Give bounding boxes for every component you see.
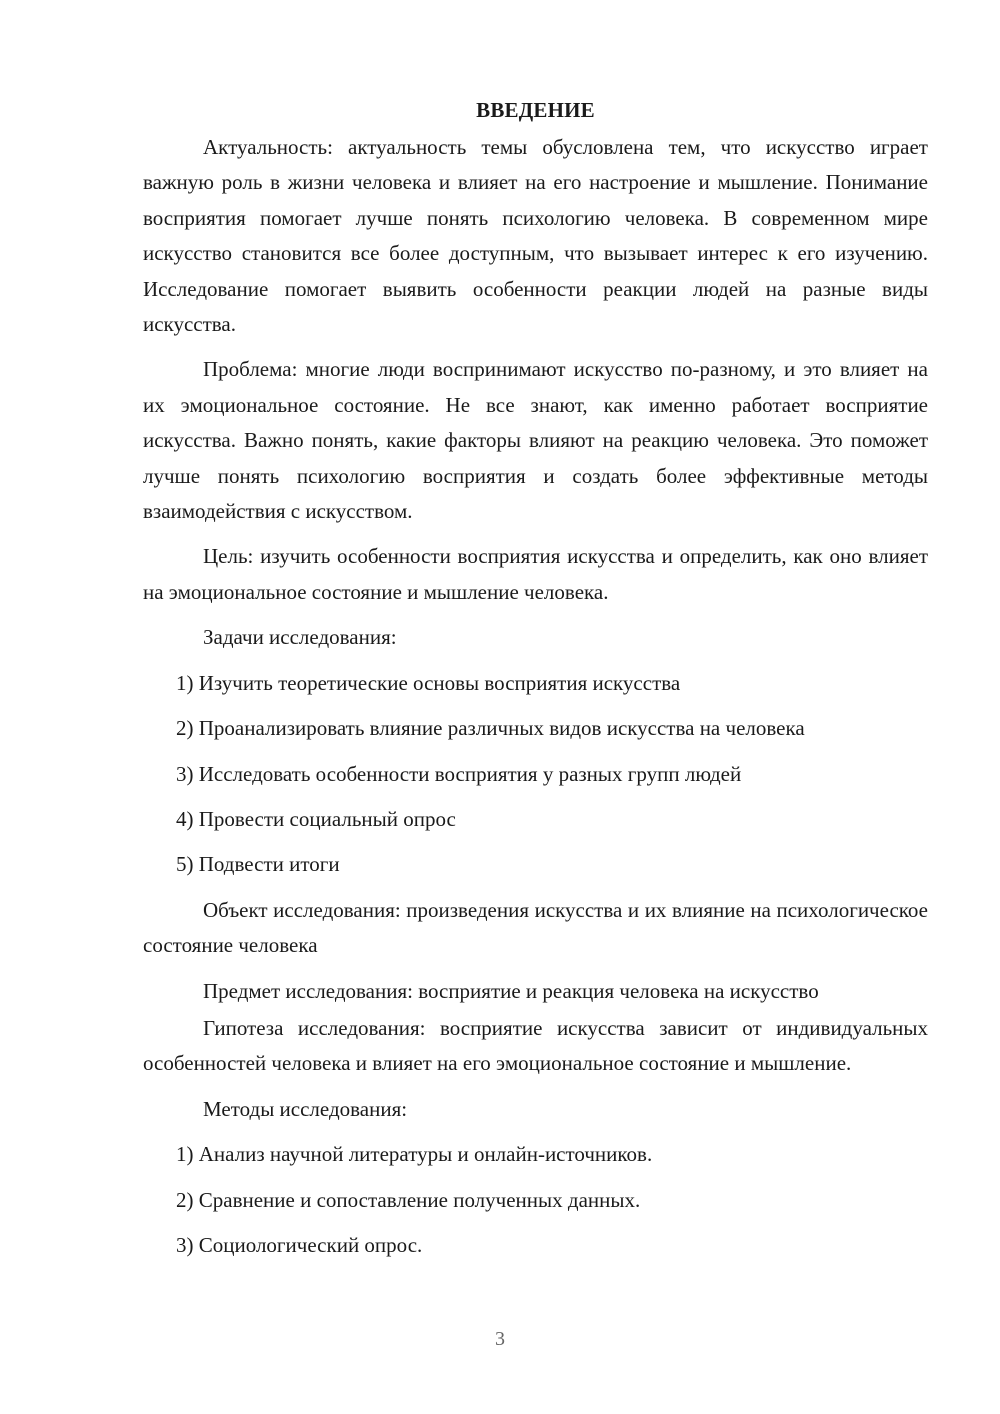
- methods-list: [143, 1137, 928, 1263]
- document-page: [143, 92, 928, 1273]
- goal-paragraph: Цель: изучить особенности восприятия искусства и определить, как оно влияет на эмоциональное состояние и мышление человека.: [143, 544, 928, 604]
- list-item: 3) Социологический опрос.: [176, 1232, 423, 1257]
- hypothesis-paragraph: Гипотеза исследования: восприятие искусства зависит от индивидуальных особенностей человека и влияет на его эмоциональное состояние и мышление.: [143, 1015, 928, 1076]
- list-item: 1) Анализ научной литературы и онлайн-источников.: [176, 1142, 653, 1167]
- list-item: 2) Проанализировать влияние различных видов искусства на человека: [176, 716, 805, 741]
- subject-paragraph: Предмет исследования: восприятие и реакция человека на искусство: [203, 978, 819, 1003]
- list-item: 3) Исследовать особенности восприятия у разных групп людей: [176, 761, 742, 786]
- relevance-paragraph: Актуальность: актуальность темы обусловлена тем, что искусство играет важную роль в жизни человека и влияет на его настроение и мышление. Понимание восприятия помогает лучше понять психологию человека. В современном мире искусство становится все более доступным, что вызывает интерес к его изучению. Исследование помогает выявить особенности реакции людей на разные виды искусства.: [143, 135, 928, 337]
- page-title: ВВЕДЕНИЕ: [476, 98, 595, 122]
- methods-label: Методы исследования:: [203, 1096, 408, 1121]
- list-item: 5) Подвести итоги: [176, 852, 340, 877]
- tasks-label: Задачи исследования:: [203, 625, 397, 650]
- page-number: 3: [495, 1328, 505, 1350]
- problem-paragraph: Проблема: многие люди воспринимают искусство по-разному, и это влияет на их эмоциональное состояние. Не все знают, как именно работает восприятие искусства. Важно понять, какие факторы влияют на реакцию человека. Это поможет лучше понять психологию восприятия и создать более эффективные методы взаимодействия с искусством.: [143, 357, 928, 524]
- tasks-list: [143, 666, 928, 883]
- list-item: 1) Изучить теоретические основы восприятия искусства: [176, 670, 681, 695]
- list-item: 2) Сравнение и сопоставление полученных данных.: [176, 1187, 641, 1212]
- list-item: 4) Провести социальный опрос: [176, 806, 456, 831]
- object-paragraph: Объект исследования: произведения искусства и их влияние на психологическое состояние человека: [143, 897, 928, 958]
